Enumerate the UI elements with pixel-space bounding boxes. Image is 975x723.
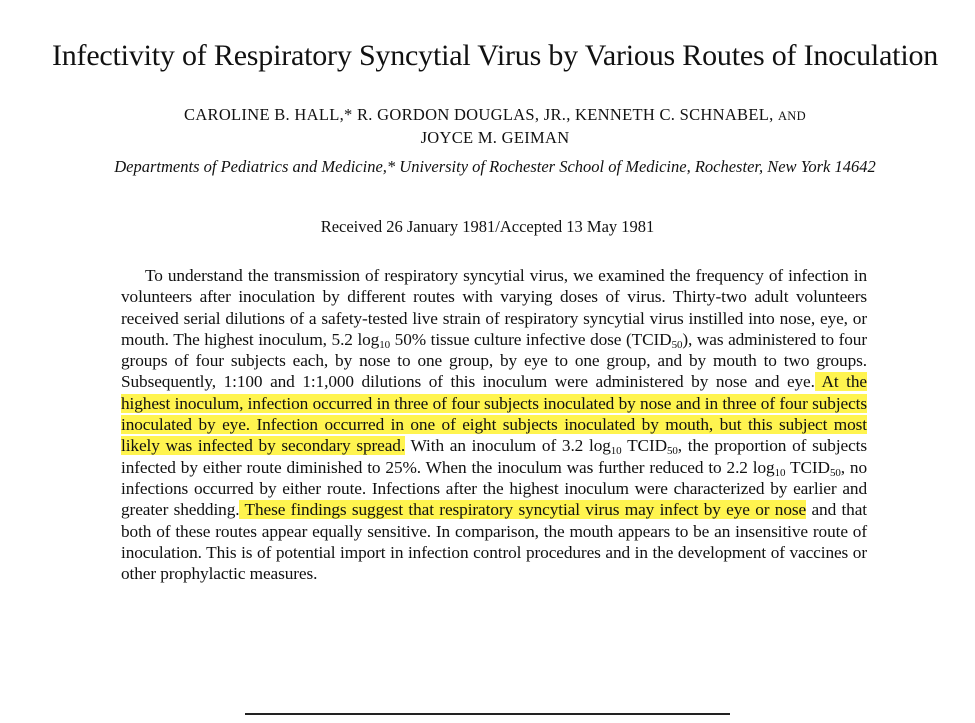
abstract-text-7: TCID: [785, 457, 830, 477]
authors-and: AND: [777, 109, 806, 123]
subscript-50: 50: [671, 338, 683, 351]
abstract-text-4: With an inoculum of 3.2 log: [405, 436, 611, 456]
subscript-50: 50: [666, 445, 678, 458]
abstract-text-2: 50% tissue culture infective dose (TCID: [390, 329, 672, 349]
abstract-text-9: and that both of these routes appear equally sensitive. In comparison, the mouth appears to be an insensitive route of inoculation. This is of potential import in infection control procedures and in the development of vaccines or other prophylactic measures.: [121, 500, 867, 584]
received-date: Received 26 January 1981/Accepted 13 May 1981: [320, 217, 655, 236]
affiliation: Departments of Pediatrics and Medicine,* University of Rochester School of Medicine, Rochester, New York 14642: [114, 157, 876, 176]
subscript-10: 10: [774, 466, 786, 479]
highlight-1: At the highest inoculum, infection occurred in three of four subjects inoculated by nose and in three of four subjects inoculated by eye. Infection occurred in one of eight subjects inoculated by mouth, but this subject most likely was infected by secondary spread.: [121, 372, 867, 456]
paper-title: Infectivity of Respiratory Syncytial Virus by Various Routes of Inoculation: [51, 39, 939, 73]
abstract-text-6: , the proportion of subjects infected by either route diminished to 25%. When the inoculum was further reduced to 2.2 log: [121, 436, 867, 477]
abstract-text-1: To understand the transmission of respiratory syncytial virus, we examined the frequency of infection in volunteers after inoculation by different routes with varying doses of virus. Thirty-two adult volunteers received serial dilutions of a safety-tested live strain of respiratory syncytial virus instilled into nose, eye, or mouth. The highest inoculum, 5.2 log: [121, 266, 867, 349]
abstract: [121, 265, 867, 584]
abstract-text-8: , no infections occurred by either route. Infections after the highest inoculum were characterized by earlier and greater shedding.: [121, 457, 867, 520]
abstract-text-5: TCID: [621, 436, 667, 456]
authors-last: JOYCE M. GEIMAN: [420, 128, 570, 147]
footer-rule: [245, 713, 730, 715]
highlight-2: These findings suggest that respiratory syncytial virus may infect by eye or nose: [239, 500, 807, 520]
authors-main: CAROLINE B. HALL,* R. GORDON DOUGLAS, JR., KENNETH C. SCHNABEL,: [184, 105, 774, 124]
abstract-text-3: ), was administered to four groups of four subjects each, by nose to one group, by eye to one group, and by mouth to two groups. Subsequently, 1:100 and 1:1,000 dilutions of this inoculum were administered by nose and eye.: [121, 329, 867, 392]
subscript-10: 10: [379, 338, 391, 351]
subscript-50: 50: [829, 466, 841, 479]
author-list: [80, 104, 910, 149]
subscript-10: 10: [610, 445, 622, 458]
